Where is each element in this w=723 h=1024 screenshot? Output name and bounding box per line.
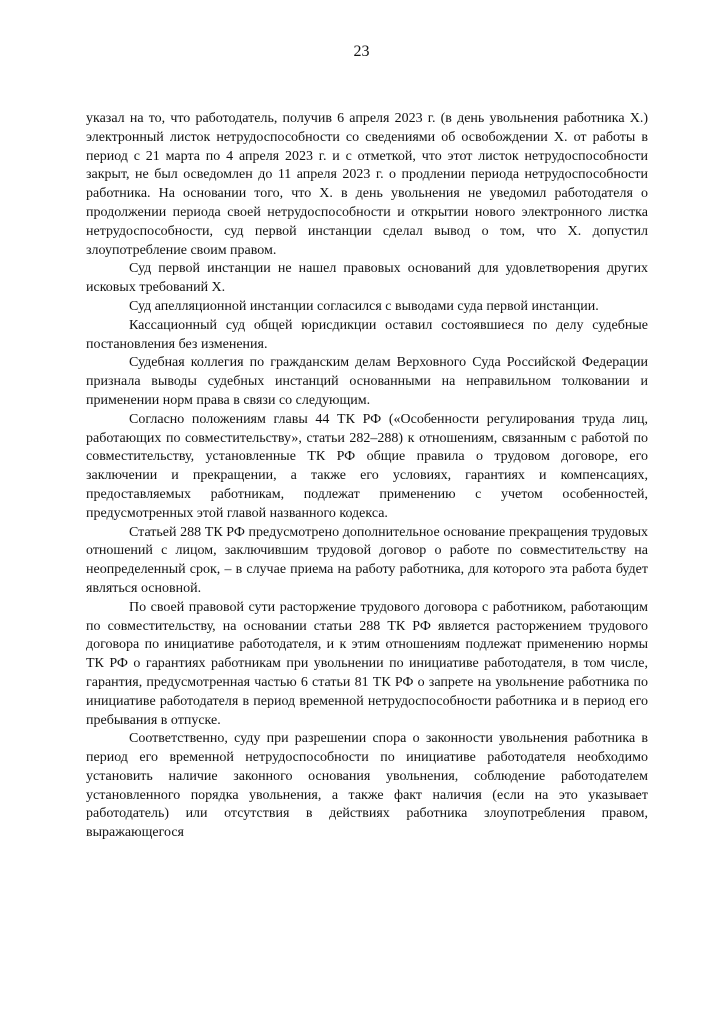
page-number: 23 — [353, 43, 370, 60]
paragraph: Согласно положениям главы 44 ТК РФ («Особенности регулирования труда лиц, работающих по совместительству», статьи 282–288) к отношениям, связанным с работой по совместительству, установленные ТК РФ общие правила о трудовом договоре, его заключении и прекращении, а также его условиях, гарантиях и компенсациях, предоставляемых работникам, подлежат применению с учетом особенностей, предусмотренных этой главой названного кодекса. — [86, 411, 648, 521]
paragraph: указал на то, что работодатель, получив 6 апреля 2023 г. (в день увольнения работника Х.) электронный листок нетрудоспособности со сведениями об освобождении Х. от работы в период с 21 марта по 4 апреля 2023 г. и с отметкой, что этот листок нетрудоспособности закрыт, не был осведомлен до 11 апреля 2023 г. о продлении периода нетрудоспособности работника. На основании того, что Х. в день увольнения не уведомил работодателя о продолжении периода своей нетрудоспособности и открытии нового электронного листка нетрудоспособности, суд первой инстанции сделал вывод о том, что Х. допустил злоупотребление своим правом. — [86, 111, 648, 258]
paragraph: Статьей 288 ТК РФ предусмотрено дополнительное основание прекращения трудовых отношений с лицом, заключившим трудовой договор о работе по совместительству на неопределенный срок, – в случае приема на работу работника, для которого эта работа будет являться основной. — [86, 524, 648, 596]
paragraph: Суд апелляционной инстанции согласился с выводами суда первой инстанции. — [129, 298, 599, 314]
paragraph: Соответственно, суду при разрешении спора о законности увольнения работника в период его временной нетрудоспособности по инициативе работодателя необходимо установить наличие законного основания увольнения, соблюдение работодателем установленного порядка увольнения, а также факт наличия (если на это указывает работодатель) или отсутствия в действиях работника злоупотребления правом, выражающегося — [86, 731, 648, 841]
paragraph: Кассационный суд общей юрисдикции оставил состоявшиеся по делу судебные постановления без изменения. — [86, 317, 648, 352]
paragraph: Суд первой инстанции не нашел правовых оснований для удовлетворения других исковых требований Х. — [86, 261, 648, 296]
document-body — [86, 110, 648, 843]
paragraph: По своей правовой сути расторжение трудового договора с работником, работающим по совместительству, на основании статьи 288 ТК РФ является расторжением трудового договора по инициативе работодателя, и к этим отношениям подлежат применению нормы ТК РФ о гарантиях работникам при увольнении по инициативе работодателя, в том числе, гарантия, предусмотренная частью 6 статьи 81 ТК РФ о запрете на увольнение работника по инициативе работодателя в период временной нетрудоспособности работника и в период его пребывания в отпуске. — [86, 599, 648, 728]
paragraph: Судебная коллегия по гражданским делам Верховного Суда Российской Федерации признала выводы судебных инстанций основанными на неправильном толковании и применении норм права в связи со следующим. — [86, 355, 648, 408]
